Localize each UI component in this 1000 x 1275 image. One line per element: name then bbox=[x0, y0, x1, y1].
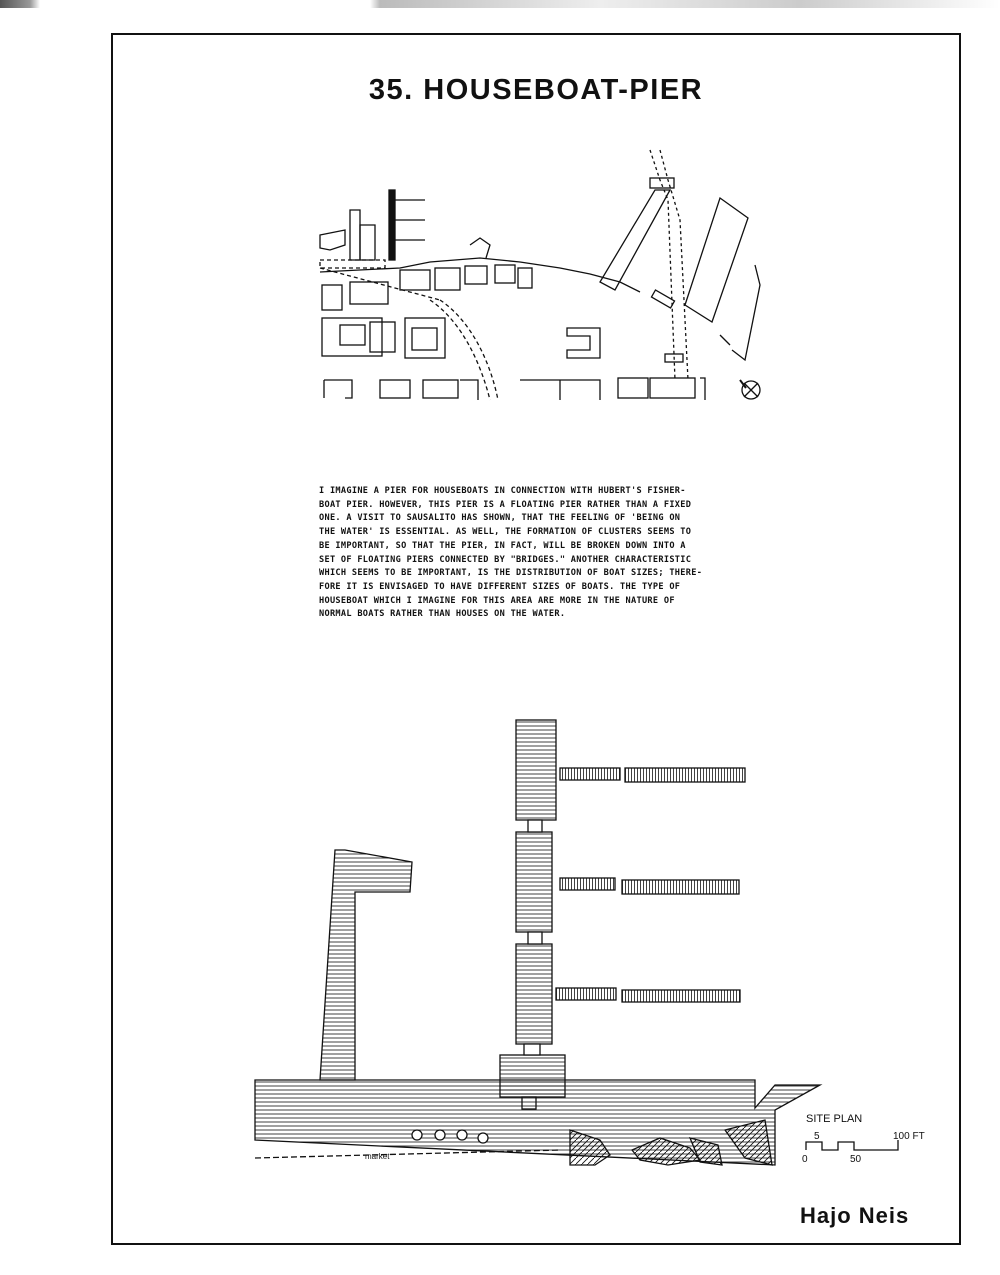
boat-pier bbox=[625, 768, 745, 782]
boat-pier bbox=[560, 768, 620, 780]
boat-pier bbox=[622, 990, 740, 1002]
scale-label: 0 bbox=[802, 1154, 808, 1165]
scale-label: 50 bbox=[850, 1154, 862, 1165]
paragraph-line: HOUSEBOAT WHICH I IMAGINE FOR THIS AREA ARE MORE IN THE NATURE OF bbox=[319, 595, 675, 606]
paragraph-line: NORMAL BOATS RATHER THAN HOUSES ON THE WATER. bbox=[319, 609, 566, 620]
paragraph-line: BE IMPORTANT, SO THAT THE PIER, IN FACT, WILL BE BROKEN DOWN INTO A bbox=[319, 540, 686, 551]
fixed-pier bbox=[320, 850, 412, 1080]
floating-pier bbox=[516, 832, 552, 932]
paragraph-line: ONE. A VISIT TO SAUSALITO HAS SHOWN, THAT THE FEELING OF 'BEING ON bbox=[319, 513, 681, 524]
boat-pier bbox=[556, 988, 616, 1000]
boat-pier bbox=[622, 880, 739, 894]
paragraph-line: BOAT PIER. HOWEVER, THIS PIER IS A FLOATING PIER RATHER THAN A FIXED bbox=[319, 499, 692, 510]
paragraph-line: FORE IT IS ENVISAGED TO HAVE DIFFERENT SIZES OF BOATS. THE TYPE OF bbox=[319, 581, 681, 592]
floating-pier bbox=[516, 944, 552, 1044]
author-signature: Hajo Neis bbox=[800, 1203, 910, 1228]
scale-label: 100 FT bbox=[893, 1131, 925, 1142]
scale-label: 5 bbox=[814, 1131, 820, 1142]
paragraph-line: WHICH SEEMS TO BE IMPORTANT, IS THE DISTRIBUTION OF BOAT SIZES; THERE- bbox=[319, 568, 703, 579]
paragraph-line: SET OF FLOATING PIERS CONNECTED BY "BRIDGES." ANOTHER CHARACTERISTIC bbox=[319, 554, 692, 565]
market-label: market bbox=[365, 1152, 390, 1161]
page-title: 35. HOUSEBOAT-PIER bbox=[368, 74, 704, 106]
paragraph-line: THE WATER' IS ESSENTIAL. AS WELL, THE FORMATION OF CLUSTERS SEEMS TO bbox=[319, 527, 692, 538]
site-plan-label: SITE PLAN bbox=[806, 1113, 863, 1125]
paragraph-line: I IMAGINE A PIER FOR HOUSEBOATS IN CONNECTION WITH HUBERT'S FISHER- bbox=[319, 486, 686, 496]
floating-pier bbox=[516, 720, 556, 820]
shore-band bbox=[255, 1080, 820, 1165]
boat-pier bbox=[560, 878, 615, 890]
